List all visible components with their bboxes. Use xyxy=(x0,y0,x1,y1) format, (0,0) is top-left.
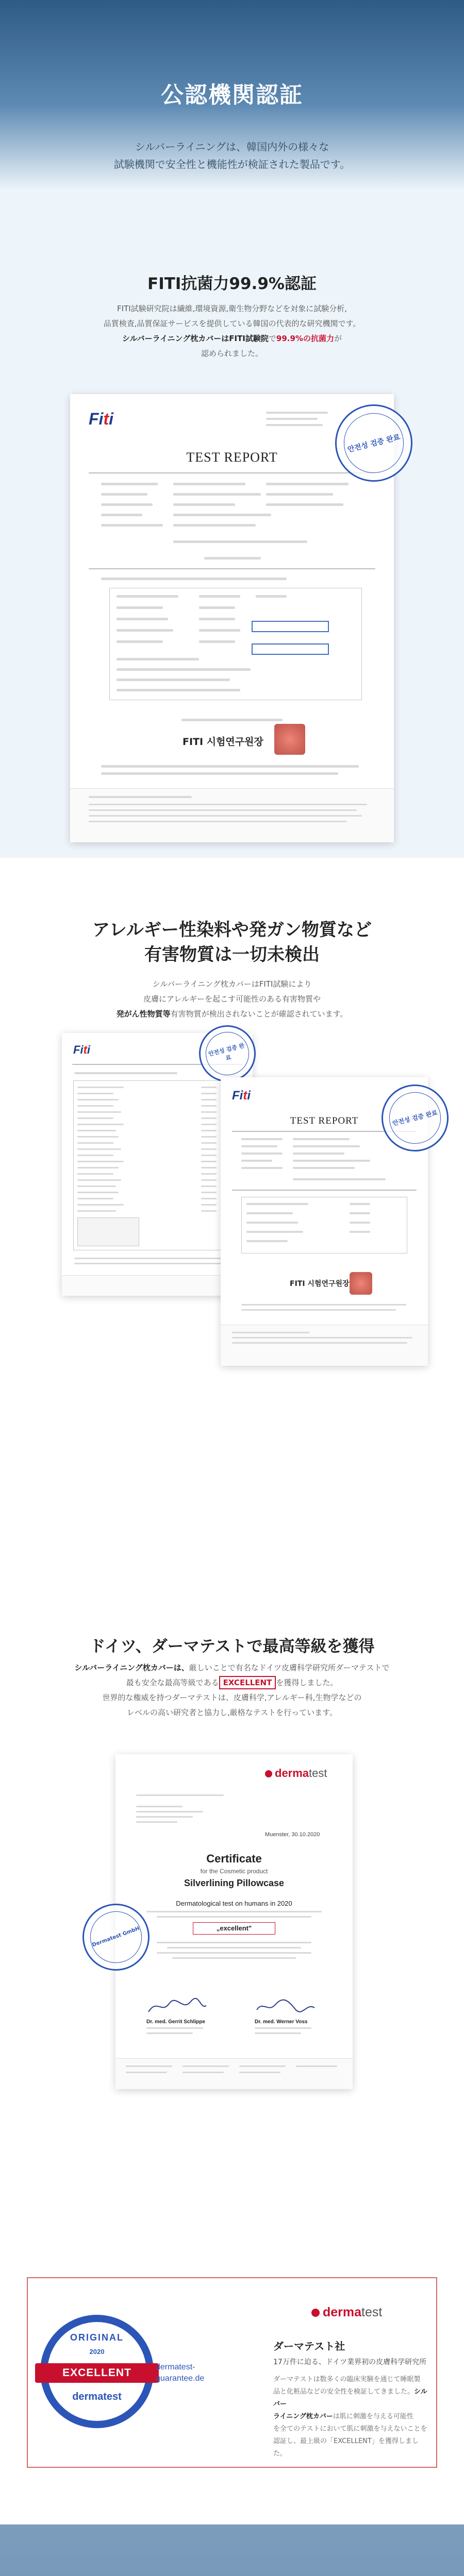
certificate-rating: „excellent" xyxy=(193,1922,275,1935)
body-line xyxy=(0,331,464,346)
card-line xyxy=(273,2411,428,2423)
product-name: シルバーライニング枕カバーはFITI試験院 xyxy=(122,334,269,343)
body-fragment: 有害物質が検出されないことが確認されています。 xyxy=(170,1009,348,1019)
report-heading: TEST REPORT xyxy=(186,450,278,465)
made-in-korea-section xyxy=(0,2524,464,2576)
certificate-footer xyxy=(115,2058,353,2089)
signatory-1: Dr. med. Gerrit Schlippe xyxy=(146,2019,205,2025)
signature-2 xyxy=(255,1996,317,2017)
lead-line: 試験機関で安全性と機能性が検証された製品です。 xyxy=(113,158,351,171)
badge-year: 2020 xyxy=(89,2348,105,2355)
report-heading: TEST REPORT xyxy=(290,1115,359,1126)
body-line xyxy=(0,1007,464,1022)
certificate-product: Silverlining Pillowcase xyxy=(184,1878,285,1888)
dermatest-info-card xyxy=(27,2277,437,2468)
section-lead xyxy=(0,138,464,173)
excellent-badge xyxy=(40,2315,154,2428)
section-description xyxy=(0,1660,464,1720)
body-emphasis: 発がん性物質等 xyxy=(116,1009,171,1019)
body-line: FITI試験研究院は繊維,環境資源,衛生物分野などを対象に試験分析, xyxy=(117,304,347,313)
certificate-title: Certificate xyxy=(206,1852,262,1865)
fiti-certification-section xyxy=(0,0,464,858)
section-title: 公認機関認証 xyxy=(161,82,303,108)
dermatest-certificate xyxy=(115,1754,353,2089)
stamp-text: 안전성 검증 완료 xyxy=(207,1042,245,1062)
body-line: 品質検査,品質保証サービスを提供している韓国の代表的な研究機関です。 xyxy=(103,319,361,328)
body-line: 世界的な権威を持つダーマテストは、皮膚科学,アレルギー科,生物学などの xyxy=(102,1693,362,1702)
section-title: アレルギー性染料や発ガン物質など xyxy=(92,920,372,940)
body-line: レベルの高い研究者と協力し,厳格なテストを行っています。 xyxy=(127,1708,337,1717)
section-title: 有害物質は一切未検出 xyxy=(144,944,320,965)
body-line: 皮膚にアレルギーを起こす可能性のある有害物質や xyxy=(143,994,321,1004)
body-line: シルバーライニング枕カバーはFITI試験により xyxy=(152,979,312,989)
result-highlight xyxy=(252,621,329,632)
results-table xyxy=(241,1197,407,1253)
guarantee-link[interactable]: dermatest-guarantee.de xyxy=(156,2363,205,2383)
fiti-subtitle: FITI抗菌力99.9%認証 xyxy=(147,275,317,293)
certificate-for: for the Cosmetic product xyxy=(200,1868,268,1875)
card-description xyxy=(273,2374,428,2460)
card-line: ダーマテストは数多くの臨床実験を通じて睡眠製 xyxy=(273,2376,421,2383)
antibacterial-rate: 99.9%の抗菌力 xyxy=(276,334,334,343)
stamp-text: 안전성 검증 완료 xyxy=(391,1109,439,1128)
stamp-text: 안전성 검증 완료 xyxy=(346,433,401,454)
body-fragment: が xyxy=(334,334,342,343)
certificate-date: Muenster, 30.10.2020 xyxy=(265,1832,320,1838)
result-highlight xyxy=(252,643,329,655)
fiti-logo: Fiti xyxy=(232,1089,251,1103)
body-line: 認められました。 xyxy=(201,349,263,358)
product-name: シルバーライニング枕カバーは、 xyxy=(74,1663,189,1672)
card-subtitle: 17万件に迫る、ドイツ業界初の皮膚科学研究所 xyxy=(273,2358,427,2366)
body-line xyxy=(0,1675,464,1690)
fiti-description xyxy=(0,301,464,361)
body-fragment: で xyxy=(268,334,276,343)
lead-line: シルバーライニングは、韓国内外の様々な xyxy=(135,141,329,153)
body-line xyxy=(0,1660,464,1675)
card-fragment: 品と化粧品などの安全性を検証してきました。 xyxy=(273,2388,415,2396)
body-fragment: を獲得しました。 xyxy=(276,1678,338,1687)
dermatest-section xyxy=(0,1579,464,2393)
official-seal xyxy=(350,1272,372,1295)
section-description xyxy=(0,977,464,1022)
card-line: 認証し、最上級の「EXCELLENT」を獲得しました。 xyxy=(273,2437,419,2458)
signatory-2: Dr. med. Werner Voss xyxy=(255,2019,308,2025)
dermatest-logo: dermatest xyxy=(311,2305,382,2320)
card-emphasis: ライニング枕カバー xyxy=(273,2413,333,2420)
card-title: ダーマテスト社 xyxy=(273,2340,345,2352)
badge-top-text: ORIGINAL xyxy=(70,2332,124,2343)
signature-1 xyxy=(146,1996,208,2017)
body-fragment: 厳しいことで有名なドイツ皮膚科学研究所ダーマテストで xyxy=(189,1663,390,1672)
harmful-substance-section xyxy=(0,858,464,1579)
sample-photo xyxy=(77,1217,139,1246)
body-fragment: 最も安全な最高等級である xyxy=(126,1678,219,1687)
dermatest-logo: dermatest xyxy=(265,1767,327,1780)
report-signatory: FITI 시험연구원장 xyxy=(183,736,263,748)
fiti-logo: Fiti xyxy=(73,1043,91,1056)
official-seal xyxy=(274,724,305,755)
excellent-grade: EXCELLENT xyxy=(219,1676,276,1689)
report-signatory: FITI 시험연구원장 xyxy=(290,1280,350,1288)
card-emphasis: シルバー xyxy=(273,2388,427,2408)
section-title: ドイツ、ダーマテストで最高等級を獲得 xyxy=(89,1637,375,1656)
badge-band: EXCELLENT xyxy=(35,2363,159,2383)
card-line: を全てのテストにおいて肌に刺激を与えないことを xyxy=(273,2425,427,2433)
certificate-study: Dermatological test on humans in 2020 xyxy=(176,1900,292,1907)
fiti-logo: Fiti xyxy=(89,410,113,428)
stamp-text: Dermatest GmbH xyxy=(91,1926,141,1948)
badge-bottom-text: dermatest xyxy=(72,2391,122,2402)
card-line xyxy=(273,2386,428,2411)
card-fragment: は肌に刺激を与える可能性 xyxy=(333,2413,413,2420)
report-footer xyxy=(221,1325,428,1366)
